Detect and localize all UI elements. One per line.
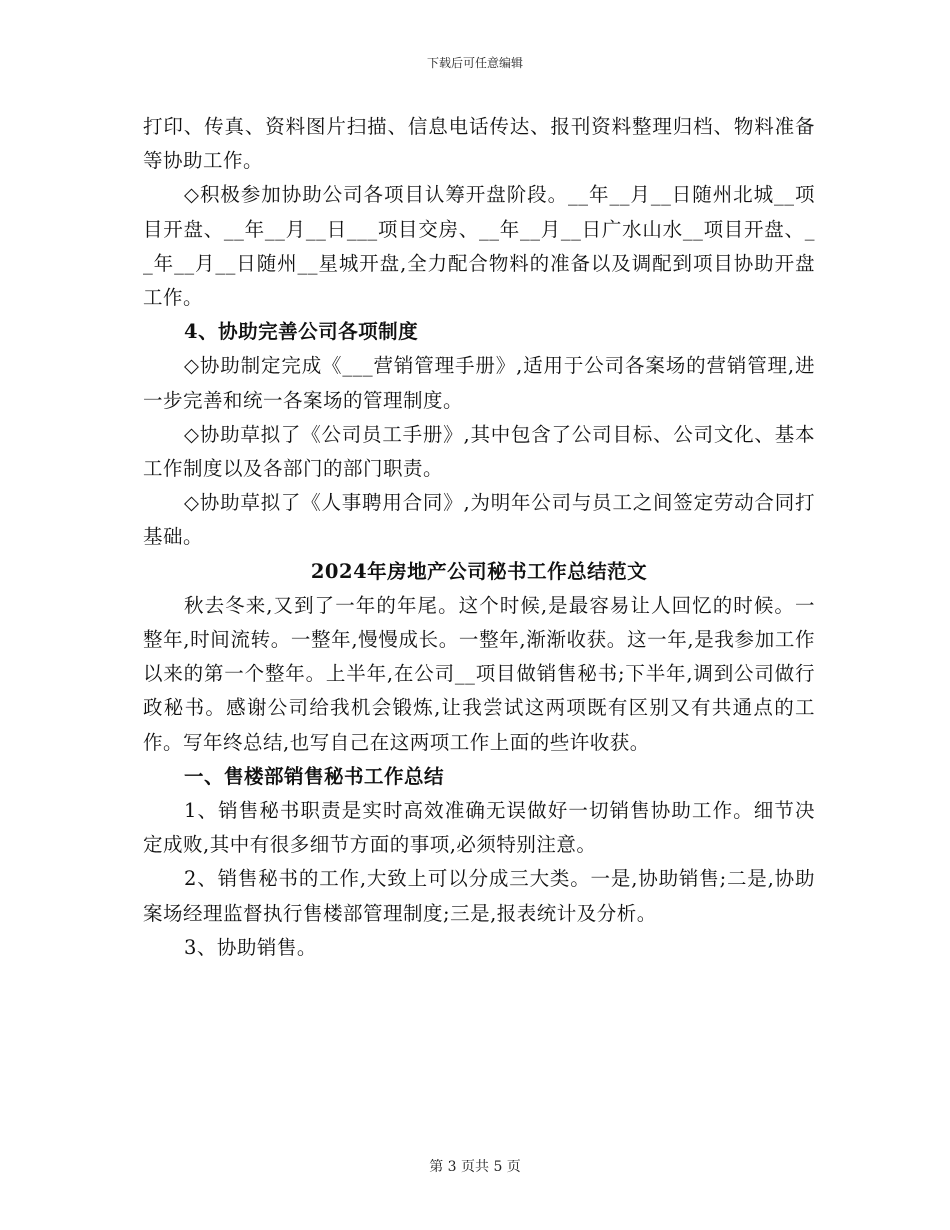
page-footer: 第 3 页共 5 页 bbox=[429, 1159, 521, 1175]
section-heading-improve-policies: 4、协助完善公司各项制度 bbox=[184, 320, 419, 344]
paragraph-item-3: 3、协助销售。 bbox=[184, 935, 317, 959]
document-title: 2024年房地产公司秘书工作总结范文 bbox=[310, 559, 648, 583]
paragraph-intro: 秋去冬来,又到了一年的年尾。这个时候,是最容易让人回忆的时候。一整年,时间流转。一整年,慢慢成长。一整年,渐渐收获。这一年,是我参加工作以来的第一个整年。上半年,在公司__项目做销售秘书;下半年,调到公司做行政秘书。感谢公司给我机会锻炼,让我尝试这两项既有区别又有共通点的工作。写年终总结,也写自己在这两项工作上面的些许收获。 bbox=[143, 593, 815, 754]
paragraph-opening-support: ◇积极参加协助公司各项目认筹开盘阶段。__年__月__日随州北城__项目开盘、__年__月__日___项目交房、__年__月__日广水山水__项目开盘、__年__月__日随州__星城开盘,全力配合物料的准备以及调配到项目协助开盘工作。 bbox=[143, 183, 815, 310]
paragraph-employment-contract: ◇协助草拟了《人事聘用合同》,为明年公司与员工之间签定劳动合同打基础。 bbox=[143, 491, 815, 549]
page-header: 下载后可任意编辑 bbox=[426, 56, 523, 70]
section-heading-sales-secretary: 一、售楼部销售秘书工作总结 bbox=[184, 764, 445, 788]
document-body bbox=[143, 110, 815, 965]
paragraph-marketing-manual: ◇协助制定完成《___营销管理手册》,适用于公司各案场的营销管理,进一步完善和统一各案场的管理制度。 bbox=[143, 354, 815, 412]
paragraph-item-1: 1、销售秘书职责是实时高效准确无误做好一切销售协助工作。细节决定成败,其中有很多细节方面的事项,必须特别注意。 bbox=[143, 799, 815, 857]
paragraph-continuation: 打印、传真、资料图片扫描、信息电话传达、报刊资料整理归档、物料准备等协助工作。 bbox=[143, 115, 815, 173]
paragraph-employee-handbook: ◇协助草拟了《公司员工手册》,其中包含了公司目标、公司文化、基本工作制度以及各部门的部门职责。 bbox=[143, 422, 815, 481]
paragraph-item-2: 2、销售秘书的工作,大致上可以分成三大类。一是,协助销售;二是,协助案场经理监督执行售楼部管理制度;三是,报表统计及分析。 bbox=[143, 867, 815, 925]
